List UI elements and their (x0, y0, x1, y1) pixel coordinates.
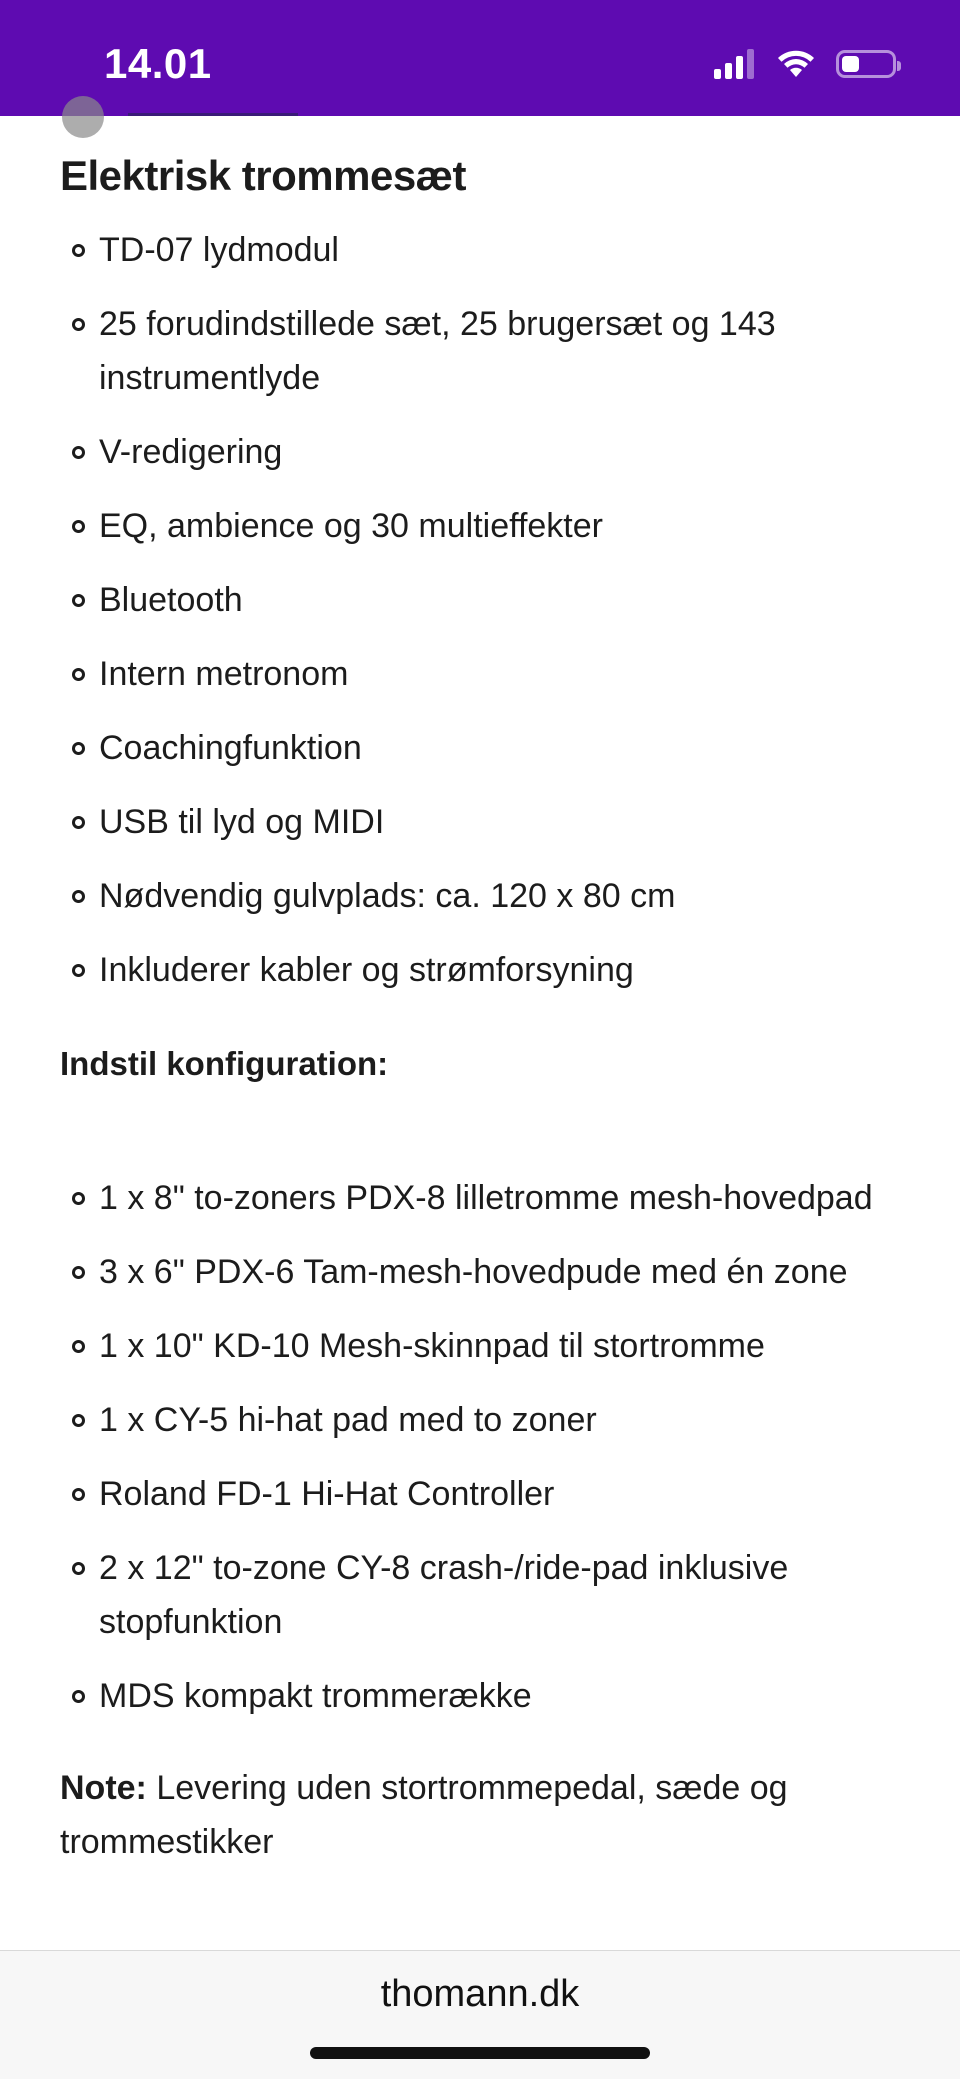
home-indicator[interactable] (310, 2047, 650, 2059)
list-item-text: USB til lyd og MIDI (99, 802, 385, 841)
product-description (60, 150, 900, 1869)
circle-bullet-icon (72, 244, 85, 257)
battery-icon (836, 50, 896, 78)
status-icons (714, 46, 896, 82)
url-text[interactable]: thomann.dk (380, 1973, 580, 2015)
partial-link-underline (128, 113, 298, 116)
list-item-text: 1 x 10" KD-10 Mesh-skinnpad til stortromme (99, 1327, 765, 1366)
list-item-text: 2 x 12" to-zone CY-8 crash-/ride-pad inklusive stopfunktion (99, 1549, 789, 1642)
list-item (60, 1319, 900, 1373)
list-item-text: 1 x 8" to-zoners PDX-8 lilletromme mesh-hovedpad (99, 1179, 873, 1218)
note-text: Levering uden stortrommepedal, sæde og trommestikker (60, 1769, 788, 1862)
list-item (60, 1245, 900, 1299)
delivery-note (60, 1761, 900, 1869)
list-item-text: Roland FD-1 Hi-Hat Controller (99, 1475, 555, 1514)
list-item (60, 795, 900, 849)
list-item-text: 3 x 6" PDX-6 Tam-mesh-hovedpude med én zone (99, 1253, 848, 1292)
list-item (60, 425, 900, 479)
circle-bullet-icon (72, 594, 85, 607)
circle-bullet-icon (72, 1414, 85, 1427)
list-item (60, 1467, 900, 1521)
circle-bullet-icon (72, 890, 85, 903)
list-item-text: 25 forudindstillede sæt, 25 brugersæt og 143 instrumentlyde (99, 304, 776, 397)
list-item (60, 499, 900, 553)
list-item-text: TD-07 lydmodul (99, 230, 339, 269)
list-item-text: Bluetooth (99, 580, 243, 619)
list-item (60, 1393, 900, 1447)
config-list (60, 1171, 900, 1723)
list-item (60, 297, 900, 405)
list-item (60, 647, 900, 701)
wifi-icon (776, 49, 816, 79)
browser-address-bar[interactable] (0, 1950, 960, 2079)
list-item-text: Inkluderer kabler og strømforsyning (99, 950, 634, 989)
circle-bullet-icon (72, 816, 85, 829)
list-item-text: Coachingfunktion (99, 728, 362, 767)
list-item-text: Nødvendig gulvplads: ca. 120 x 80 cm (99, 876, 676, 915)
list-item (60, 721, 900, 775)
note-label: Note: (60, 1769, 147, 1808)
status-bar (0, 0, 960, 116)
config-heading: Indstil konfiguration: (60, 1044, 389, 1082)
list-item (60, 1541, 900, 1649)
circle-bullet-icon (72, 1266, 85, 1279)
circle-bullet-icon (72, 446, 85, 459)
list-item (60, 223, 900, 277)
cellular-signal-icon (714, 49, 754, 79)
circle-bullet-icon (72, 1192, 85, 1205)
list-item-text: V-redigering (99, 432, 283, 471)
circle-bullet-icon (72, 1340, 85, 1353)
feature-list (60, 223, 900, 997)
list-item (60, 869, 900, 923)
section-heading: Elektrisk trommesæt (60, 152, 467, 199)
list-item (60, 573, 900, 627)
list-item (60, 1171, 900, 1225)
battery-level (842, 56, 859, 72)
circle-bullet-icon (72, 1562, 85, 1575)
circle-bullet-icon (72, 742, 85, 755)
list-item (60, 1669, 900, 1723)
partial-avatar-remnant (62, 96, 104, 138)
list-item-text: MDS kompakt trommerække (99, 1677, 532, 1716)
circle-bullet-icon (72, 964, 85, 977)
list-item-text: EQ, ambience og 30 multieffekter (99, 506, 603, 545)
status-time: 14.01 (104, 40, 212, 87)
circle-bullet-icon (72, 318, 85, 331)
list-item-text: 1 x CY-5 hi-hat pad med to zoner (99, 1401, 597, 1440)
list-item (60, 943, 900, 997)
circle-bullet-icon (72, 1690, 85, 1703)
circle-bullet-icon (72, 1488, 85, 1501)
list-item-text: Intern metronom (99, 654, 349, 693)
circle-bullet-icon (72, 520, 85, 533)
circle-bullet-icon (72, 668, 85, 681)
